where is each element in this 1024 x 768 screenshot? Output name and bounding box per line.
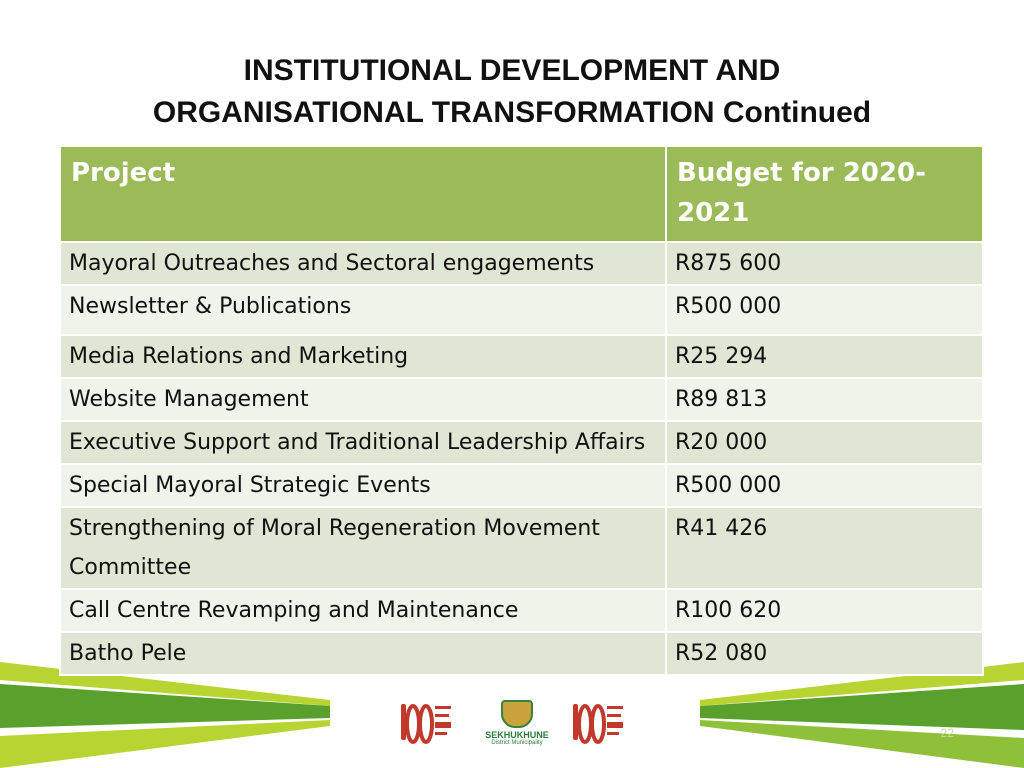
project-cell: Mayoral Outreaches and Sectoral engagements bbox=[60, 242, 666, 285]
table-row bbox=[60, 285, 983, 335]
project-cell: Website Management bbox=[60, 378, 666, 421]
footer-logos bbox=[395, 700, 635, 750]
table-row bbox=[60, 589, 983, 632]
table-row bbox=[60, 335, 983, 378]
table-row bbox=[60, 421, 983, 464]
budget-cell: R100 620 bbox=[666, 589, 983, 632]
project-cell: Executive Support and Traditional Leadership Affairs bbox=[60, 421, 666, 464]
budget-cell: R52 080 bbox=[666, 632, 983, 675]
table-row bbox=[60, 507, 983, 589]
table-row bbox=[60, 242, 983, 285]
project-cell: Special Mayoral Strategic Events bbox=[60, 464, 666, 507]
table-header-row bbox=[60, 146, 983, 242]
budget-cell: R500 000 bbox=[666, 285, 983, 335]
table-row bbox=[60, 632, 983, 675]
sekhukhune-logo bbox=[479, 700, 555, 748]
title-line-1: INSTITUTIONAL DEVELOPMENT AND bbox=[243, 54, 781, 87]
table-row bbox=[60, 464, 983, 507]
budget-cell: R41 426 bbox=[666, 507, 983, 589]
project-cell: Newsletter & Publications bbox=[60, 285, 666, 335]
header-project: Project bbox=[60, 146, 666, 242]
budget-cell: R875 600 bbox=[666, 242, 983, 285]
project-cell: Batho Pele bbox=[60, 632, 666, 675]
budget-cell: R20 000 bbox=[666, 421, 983, 464]
page-number: 22 bbox=[940, 726, 954, 740]
project-cell: Call Centre Revamping and Maintenance bbox=[60, 589, 666, 632]
project-cell: Media Relations and Marketing bbox=[60, 335, 666, 378]
budget-table bbox=[59, 145, 984, 676]
budget-cell: R500 000 bbox=[666, 464, 983, 507]
budget-cell: R89 813 bbox=[666, 378, 983, 421]
slide-title bbox=[0, 50, 1024, 134]
budget-cell: R25 294 bbox=[666, 335, 983, 378]
crest-icon bbox=[501, 700, 533, 728]
project-cell: Strengthening of Moral Regeneration Movement Committee bbox=[60, 507, 666, 589]
logo-name: SEKHUKHUNE bbox=[485, 730, 549, 740]
header-budget: Budget for 2020-2021 bbox=[666, 146, 983, 242]
anniversary-logo-icon bbox=[571, 700, 625, 748]
table-row bbox=[60, 378, 983, 421]
title-line-2: ORGANISATIONAL TRANSFORMATION Continued bbox=[152, 96, 872, 129]
anniversary-logo-icon bbox=[399, 700, 453, 748]
logo-subtitle: District Municipality bbox=[491, 740, 543, 746]
